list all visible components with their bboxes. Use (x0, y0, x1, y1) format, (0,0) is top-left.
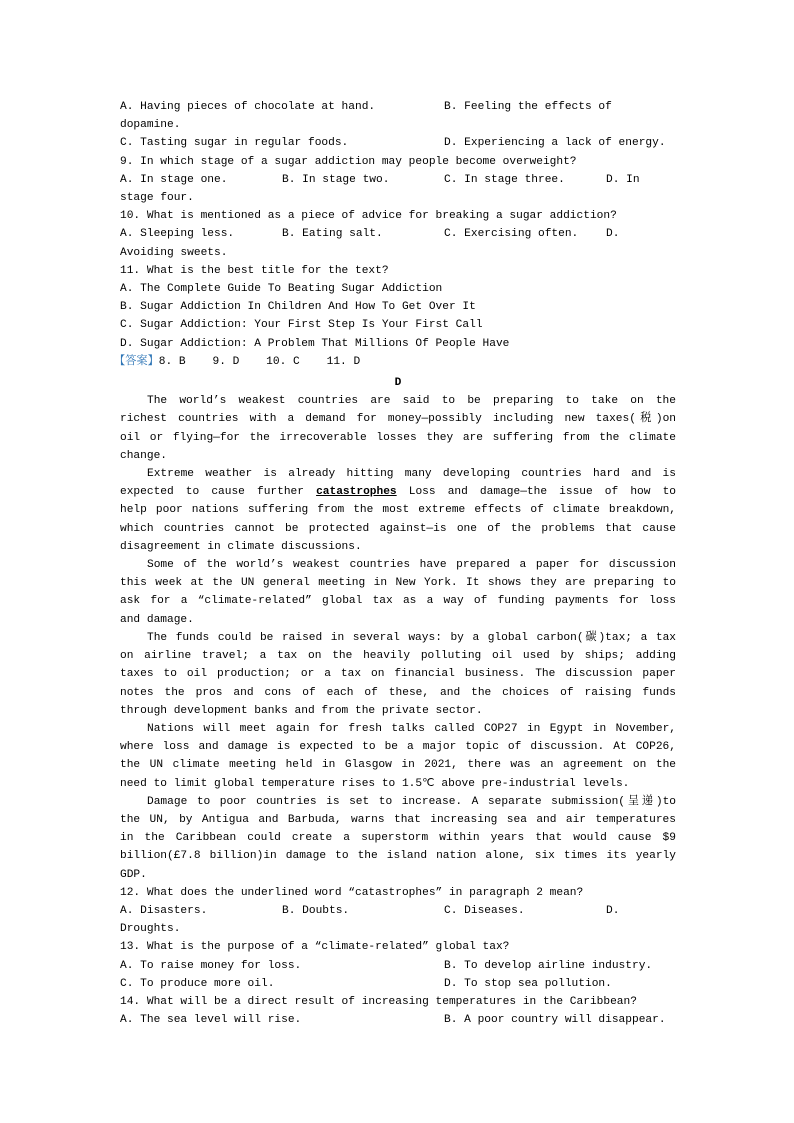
text: expected to cause further (120, 486, 317, 499)
option-d: D. Droughts. (120, 904, 620, 936)
passage-line: ask for a “climate-related” global tax as a way of funding payments for loss (120, 595, 676, 608)
paragraph-4 (120, 629, 676, 720)
answer-key (114, 353, 676, 371)
option-a: A. Sleeping less. (120, 228, 235, 241)
paragraph-3 (120, 556, 676, 629)
option-a: A. In stage one. (120, 173, 228, 186)
question-12: 12. What does the underlined word “catastrophes” in paragraph 2 mean? (120, 886, 584, 899)
option-a: A. The sea level will rise. (120, 1014, 302, 1027)
option-b: B. Sugar Addiction In Children And How To Get Over It (120, 301, 476, 314)
passage-line: change. (120, 449, 167, 462)
passage-line: and damage. (120, 613, 194, 626)
option-d: D. In stage four. (120, 173, 640, 205)
passage-line: where loss and damage is expected to be a major topic of discussion. At COP26, (120, 741, 676, 754)
passage-line: disagreement in climate discussions. (120, 540, 362, 553)
passage-line: notes the pros and cons of each of these, and the choices of raising funds (120, 686, 676, 699)
option-c: C. Diseases. (444, 904, 525, 917)
passage-line: Damage to poor countries is set to increase. A separate submission(呈递)to (147, 795, 676, 808)
option-a: A. The Complete Guide To Beating Sugar Addiction (120, 283, 443, 296)
q13-options (120, 957, 676, 975)
option-c: C. To produce more oil. (120, 977, 275, 990)
passage-line (120, 483, 676, 501)
paragraph-5 (120, 720, 676, 793)
passage-line: need to limit global temperature rises to 1.5℃ above pre-industrial levels. (120, 777, 630, 790)
answer-label: 【答案】 (114, 355, 159, 368)
option-d: D. Avoiding sweets. (120, 228, 620, 259)
passage-line: in the Caribbean could create a superstorm within years that would cause $9 (120, 832, 676, 845)
q8-options-row2 (120, 134, 676, 152)
q9-options (120, 171, 676, 207)
option-d: D. To stop sea pollution. (444, 977, 612, 990)
section-heading: D (394, 377, 402, 390)
paragraph-1 (120, 392, 676, 465)
passage-line: Some of the world’s weakest countries have prepared a paper for discussion (147, 559, 676, 572)
q12-options (120, 902, 676, 938)
passage-line: The funds could be raised in several ways: by a global carbon(碳)tax; a tax (147, 631, 676, 644)
passage-line: the UN, by Antigua and Barbuda, warns that increasing sea and air temperatures (120, 813, 676, 826)
paragraph-6 (120, 793, 676, 884)
option-c: C. Exercising often. (444, 228, 579, 241)
option-b: B. In stage two. (282, 173, 390, 186)
option-c: C. In stage three. (444, 173, 565, 186)
option-b: B. A poor country will disappear. (444, 1014, 666, 1027)
passage-line: through development banks and from the private sector. (120, 704, 483, 717)
passage-line: Extreme weather is already hitting many developing countries hard and is (147, 468, 676, 481)
question-13: 13. What is the purpose of a “climate-related” global tax? (120, 941, 510, 954)
underlined-word: catastrophes (316, 486, 397, 499)
passage-line: Nations will meet again for fresh talks called COP27 in Egypt in November, (147, 722, 676, 735)
q8-options (120, 98, 676, 134)
passage-line: taxes to oil production; or a tax on financial business. The discussion paper (120, 668, 676, 681)
option-b: B. Doubts. (282, 904, 350, 917)
option-c: C. Sugar Addiction: Your First Step Is Your First Call (120, 319, 483, 332)
option-c: C. Tasting sugar in regular foods. (120, 137, 349, 150)
passage-line: on airline travel; a tax on the heavily polluting oil used by ships; adding (120, 650, 676, 663)
option-a: A. To raise money for loss. (120, 959, 302, 972)
passage-line: billion(£7.8 billion)in damage to the island nation alone, six times its yearly (120, 850, 676, 863)
question-14: 14. What will be a direct result of increasing temperatures in the Caribbean? (120, 995, 637, 1008)
passage-line: the UN climate meeting held in Glasgow in 2021, there was an agreement on the (120, 759, 676, 772)
passage-line: richest countries with a demand for money—possibly including new taxes(税)on (120, 413, 676, 426)
text: Loss and damage—the issue of how to (396, 486, 676, 499)
option-b: B. Eating salt. (282, 228, 383, 241)
passage-line: The world’s weakest countries are said to be preparing to take on the (147, 395, 676, 408)
q10-options (120, 225, 676, 261)
passage-line: GDP. (120, 868, 147, 881)
passage-line: help poor nations suffering from the most extreme effects of climate breakdown, (120, 504, 676, 517)
question-9: 9. In which stage of a sugar addiction may people become overweight? (120, 155, 577, 168)
document-page (114, 98, 676, 1029)
question-10: 10. What is mentioned as a piece of advice for breaking a sugar addiction? (120, 210, 617, 223)
passage-line: oil or flying—for the irrecoverable losses they are suffering from the climate (120, 431, 676, 444)
answer-text: 8. B 9. D 10. C 11. D (158, 355, 361, 368)
passage-line: this week at the UN general meeting in New York. It shows they are preparing to (120, 577, 676, 590)
option-b: B. To develop airline industry. (444, 959, 653, 972)
option-d: D. Experiencing a lack of energy. (444, 137, 666, 150)
option-a: A. Disasters. (120, 904, 208, 917)
q13-options-row2 (120, 975, 676, 993)
q14-options (120, 1011, 676, 1029)
paragraph-2 (120, 465, 676, 556)
option-d: D. Sugar Addiction: A Problem That Millions Of People Have (120, 337, 510, 350)
passage-line: which countries cannot be protected against—is one of the problems that cause (120, 522, 676, 535)
question-11: 11. What is the best title for the text? (120, 264, 389, 277)
option-b: B. Feeling the effects of dopamine. (120, 101, 612, 132)
option-a: A. Having pieces of chocolate at hand. (120, 101, 376, 113)
